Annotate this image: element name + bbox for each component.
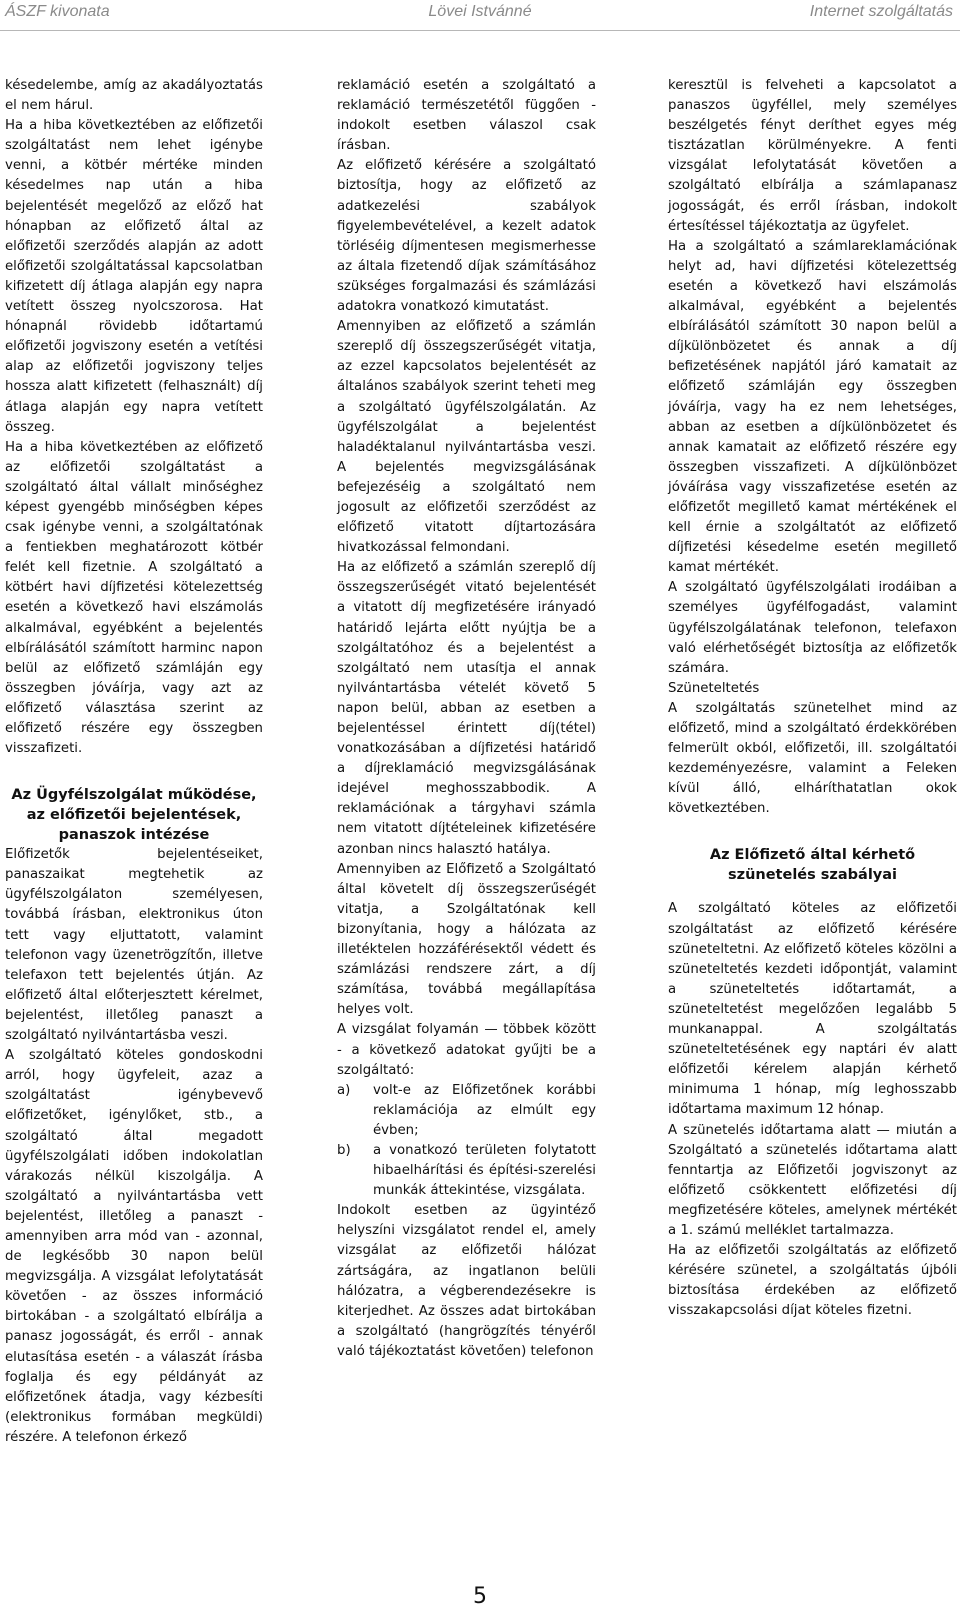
paragraph: Előfizetők bejelentéseiket, panaszaikat megtehetik az ügyfélszolgálaton személyesen, továbbá írásban, elektronikus úton tett vagy eljuttatott, valamint telefonon vagy üzenetrögzítőn, illetve telefaxon tett bejelentés útján. Az előfizető által előterjesztett kérelmet, bejelentést, illetőleg panaszt a szolgáltató nyilvántartásba veszi.: [5, 847, 263, 1044]
list-item-text: volt-e az Előfizetőnek korábbi reklamációja az elmúlt egy évben;: [373, 1082, 596, 1138]
section-heading-suspension-rules: [668, 845, 957, 885]
paragraph: keresztül is felveheti a kapcsolatot a panaszos ügyféllel, mely személyes beszélgetés fényt deríthet egyes még tisztázatlan körülményekre. A fenti vizsgálat lefolytatását követően a szolgáltató elbírálja a számlapanasz jogosságát, és erről írásban, indokolt értesítéssel tájékoztatja az ügyfelet.: [668, 78, 957, 234]
paragraph: Ha a hiba következtében az előfizető az előfizetői szolgáltatást a szolgáltató által vállalt minőséghez képest gyengébb minőségben képes csak igénybe venni, a szolgáltatónak a fentiekben meghatározott kötbér felét kell fizetnie. A szolgáltató a kötbért havi díjfizetési kötelezettség esetén a következő havi elszámolás alkalmával, egyébként a bejelentés elbírálásától számított harminc napon belül az előfizető számláján egy összegben jóváírja, vagy azt az előfizető választása szerint az előfizető részére egy összegben visszafizeti.: [5, 439, 263, 757]
paragraph: A vizsgálat folyamán — többek között - a következő adatokat gyűjti be a szolgáltató:: [337, 1022, 596, 1078]
section-heading-customer-service: [5, 785, 263, 845]
heading-line: az előfizetői bejelentések,: [26, 807, 242, 824]
heading-line: szünetelés szabályai: [728, 867, 897, 884]
header-section-title: Internet szolgáltatás: [809, 3, 953, 20]
header-document-title: ÁSZF kivonata: [5, 3, 110, 20]
list-item: [337, 1141, 596, 1201]
paragraph: Ha a hiba következtében az előfizetői szolgáltatást nem lehet igénybe venni, a kötbér mértéke minden késedelmes nap után a hiba bejelentését megelőző az előző hat hónapban az előfizető által az előfizetői szerződés alapján az adott előfizetői szolgáltatással kapcsolatban kifizetett díj átlaga alapján egy napra vetített összeg nyolcszorosa. Hat hónapnál rövidebb időtartamú előfizetői jogviszony esetén a vetítési alap az előfizetői jogviszony teljes hossza alatt kifizetett (felhasznált) díj átlaga alapján egy napra vetített összeg.: [5, 118, 263, 435]
list-marker: b): [337, 1142, 351, 1158]
paragraph: A szolgáltató köteles az előfizetői szolgáltatást az előfizető kérésére szüneteltetni. Az előfizető köteles közölni a szüneteltetés kezdeti időpontját, valamint a szüneteltetés időtartamát, a szüneteltetést megelőzően legalább 5 munkanappal. A szolgáltatás szüneteltetésének egy naptári év alatt előfizetői kérelem alapján kérhető minimuma 1 hónap, míg leghosszabb időtartama maximum 12 hónap.: [668, 901, 957, 1118]
paragraph: Ha az előfizetői szolgáltatás az előfizető kérésére szünetel, a szolgáltatás újbóli biztosítása érdekében az előfizető visszakapcsolási díjat köteles fizetni.: [668, 1243, 957, 1319]
paragraph: Ha a szolgáltató a számlareklamációnak helyt ad, havi díjfizetési kötelezettség esetén a következő havi elszámolás alkalmával, egyébként a bejelentés elbírálásától számított 30 napon belül a díjkülönbözetet és annak a díj befizetésének napjától járó kamatait az előfizető számláján egy összegben jóváírja, vagy ha ez nem lehetséges, abban az esetben a díjkülönbözetet és annak kamatait az előfizető részére egy összegben visszafizeti. A díjkülönbözet jóváírása vagy visszafizetése esetén az előfizetőt megillető kamat mértékének el kell érnie a szolgáltatót az előfizető díjfizetési késedelme esetén megillető kamat mértékét.: [668, 238, 957, 576]
paragraph: A szolgáltató köteles gondoskodni arról, hogy ügyfeleit, azaz a szolgáltatást igénybevevő előfizetőket, igénylőket, stb., a szolgáltató által megadott ügyfélszolgálati időben indokolatlan várakozás nélkül kiszolgálja. A szolgáltató a nyilvántartásba vett bejelentést, illetőleg a panaszt - amennyiben arra mód van - azonnal, de legkésőbb 30 napon belül megvizsgálja. A vizsgálat lefolytatását követően - az összes információ birtokában - a szolgáltató elbírálja a panasz jogosságát, és erről - annak elutasítása esetén - a válaszát írásba foglalja és egy példányát az előfizetőnek átadja, vagy kézbesíti (elektronikus formában megküldi) részére. A telefonon érkező: [5, 1048, 263, 1445]
paragraph: reklamáció esetén a szolgáltató a reklamáció természetétől függően - indokolt esetben válaszol csak írásban.: [337, 78, 596, 154]
paragraph: A szolgáltató ügyfélszolgálati irodáiban a személyes ügyfélfogadást, valamint ügyfélszolgálatának telefonon, telefaxon való elérhetőségét biztosítja az előfizetők számára.: [668, 580, 957, 676]
paragraph: Amennyiben az Előfizető a Szolgáltató által követelt díj összegszerűségét vitatja, a Szolgáltatónak kell bizonyítania, hogy a hálózata az illetéktelen hozzáférésektől védett és számlázási rendszere zárt, a díj számítása, továbbá megállapítása helyes volt.: [337, 861, 596, 1018]
page-header: [0, 0, 960, 31]
heading-line: Az Ügyfélszolgálat működése,: [11, 787, 257, 804]
header-author: Lövei Istvánné: [428, 3, 532, 20]
text-column-2: [337, 76, 596, 1362]
list-marker: a): [337, 1082, 351, 1098]
heading-line: panaszok intézése: [58, 827, 210, 844]
paragraph: késedelembe, amíg az akadályoztatás el nem hárul.: [5, 78, 263, 114]
page-number: 5: [473, 1584, 487, 1609]
list-item-text: a vonatkozó területen folytatott hibaelhárítási és építési-szerelési munkák áttekintése, vizsgálata.: [373, 1142, 596, 1199]
heading-line: Az Előfizető által kérhető: [709, 847, 916, 864]
paragraph: A szolgáltatás szünetelhet mind az előfizető, mind a szolgáltató érdekkörében felmerült okból, előfizetői, ill. szolgáltatói kezdeményezésre, valamint a Feleken kívül álló, elháríthatatlan okok következtében.: [668, 700, 957, 817]
text-column-3: [668, 76, 957, 1321]
paragraph: Szüneteltetés: [668, 680, 760, 696]
paragraph: Az előfizető kérésére a szolgáltató biztosítja, hogy az előfizető az adatkezelési szabályok figyelembevételével, a kezelt adatok törléséig díjmentesen megismerhesse az általa fizetendő díjak számításához szükséges forgalmazási és számlázási adatokra vonatkozó kimutatást.: [337, 158, 596, 315]
paragraph: Ha az előfizető a számlán szereplő díj összegszerűségét vitató bejelentését a vitatott díj megfizetésére irányadó határidő lejárta előtt nyújtja be a szolgáltatóhoz és a bejelentést a szolgáltató nem utasítja el annak nyilvántartásba vételét követő 5 napon belül, abban az esetben a bejelentéssel érintett díj(tétel) vonatkozásában a díjfizetési határidő a díjreklamáció megvizsgálásának idejével meghosszabbodik. A reklamációnak a tárgyhavi számla nem vitatott díjtételeinek kifizetésére azonban nincs halasztó hatálya.: [337, 560, 596, 857]
text-column-1: [5, 76, 263, 1448]
paragraph: Indokolt esetben az ügyintéző helyszíni vizsgálatot rendel el, amely vizsgálat az előfizetői hálózat zártságára, az ingatlanon belüli hálózatra, a végberendezésekre is kiterjedhet. Az összes adat birtokában a szolgáltató (hangrögzítés tényéről való tájékoztatást követően) telefonon: [337, 1203, 596, 1359]
paragraph: Amennyiben az előfizető a számlán szereplő díj összegszerűségét vitatja, az ezzel kapcsolatos bejelentését az általános szabályok szerint teheti meg a szolgáltató ügyfélszolgálatán. Az ügyfélszolgálat a bejelentést haladéktalanul nyilvántartásba veszi. A bejelentés megvizsgálásának befejezéséig a szolgáltató nem jogosult az előfizetői szerződést az előfizető vitatott díjtartozására hivatkozással felmondani.: [337, 319, 596, 556]
list-item: [337, 1081, 596, 1141]
paragraph: A szünetelés időtartama alatt — miután a Szolgáltató a szünetelés időtartama alatt fenntartja az Előfizetői jogviszonyt az előfizető csökkentett előfizetési díj megfizetésére köteles, amelynek mértékét a 1. számú melléklet tartalmazza.: [668, 1122, 957, 1238]
